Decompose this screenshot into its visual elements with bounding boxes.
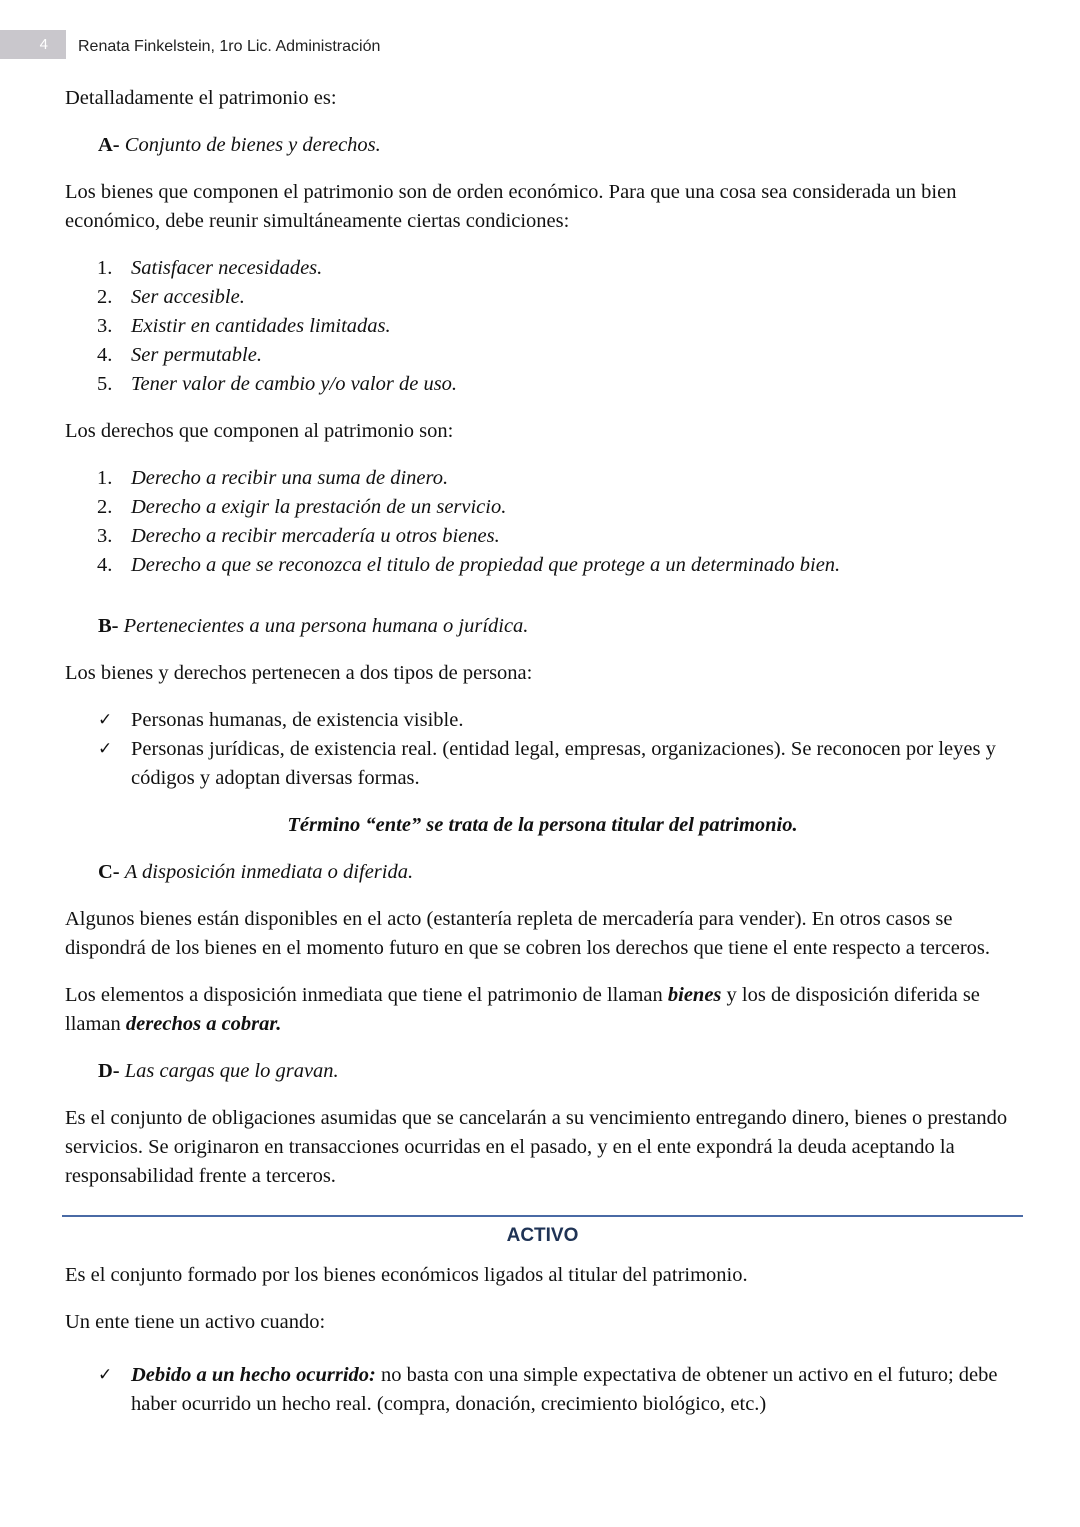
list-text: Tener valor de cambio y/o valor de uso. <box>131 373 458 395</box>
list-item <box>65 464 1020 493</box>
checkmark-icon: ✓ <box>98 739 113 759</box>
ente-note: Término “ente” se trata de la persona titular del patrimonio. <box>287 814 798 836</box>
list-item <box>65 706 1020 735</box>
list-text: Derecho a que se reconozca el titulo de propiedad que protege a un determinado bien. <box>131 554 841 576</box>
condition-label: Debido a un hecho ocurrido: <box>131 1364 376 1386</box>
section-c-letter: C- <box>98 861 120 883</box>
activo-conditions-intro: Un ente tiene un activo cuando: <box>65 1311 326 1333</box>
list-text: Derecho a recibir una suma de dinero. <box>131 467 449 489</box>
section-a-heading <box>65 131 1020 160</box>
intro-text: Detalladamente el patrimonio es: <box>65 87 337 109</box>
list-item <box>65 1361 1020 1419</box>
section-divider <box>62 1215 1023 1217</box>
section-c-heading <box>65 858 1020 887</box>
section-c-paragraph-2 <box>65 981 1020 1039</box>
list-text: Ser accesible. <box>131 286 245 308</box>
emphasis-derechos-a-cobrar: derechos a cobrar. <box>125 1013 282 1035</box>
checkmark-icon: ✓ <box>98 1365 113 1385</box>
section-d-letter: D- <box>98 1060 120 1082</box>
list-text: Personas jurídicas, de existencia real. (entidad legal, empresas, organizaciones). Se reconocen por leyes y códigos y adoptan diversas formas. <box>131 738 996 789</box>
list-item <box>65 312 1020 341</box>
activo-conditions-list <box>65 1361 1020 1419</box>
header-title: Renata Finkelstein, 1ro Lic. Administración <box>78 38 381 55</box>
activo-heading: ACTIVO <box>506 1225 579 1246</box>
page-number: 4 <box>0 30 66 59</box>
list-number: 1. <box>97 257 113 279</box>
list-number: 2. <box>97 286 113 308</box>
section-b-letter: B- <box>98 615 119 637</box>
list-text: Satisfacer necesidades. <box>131 257 323 279</box>
list-number: 1. <box>97 467 113 489</box>
rights-intro: Los derechos que componen al patrimonio son: <box>65 420 454 442</box>
conditions-list <box>65 254 1020 399</box>
person-types-list <box>65 706 1020 793</box>
page-header <box>0 30 600 59</box>
list-item <box>65 551 1020 580</box>
text-run: y los de disposición diferida se llaman <box>65 984 980 1035</box>
list-item <box>65 341 1020 370</box>
section-a-title: Conjunto de bienes y derechos. <box>124 134 381 156</box>
section-a-paragraph: Los bienes que componen el patrimonio son de orden económico. Para que una cosa sea considerada un bien económico, debe reunir simultáneamente ciertas condiciones: <box>65 181 957 232</box>
checkmark-icon: ✓ <box>98 710 113 730</box>
rights-list <box>65 464 1020 580</box>
list-number: 4. <box>97 554 113 576</box>
emphasis-bienes: bienes <box>667 984 722 1006</box>
list-text: no basta con una simple expectativa de obtener un activo en el futuro; debe haber ocurrido un hecho real. (compra, donación, crecimiento biológico, etc.) <box>131 1364 998 1415</box>
section-b-title: Pertenecientes a una persona humana o jurídica. <box>123 615 529 637</box>
list-number: 5. <box>97 373 113 395</box>
list-text: Derecho a recibir mercadería u otros bienes. <box>131 525 500 547</box>
list-item <box>65 735 1020 793</box>
section-d-heading <box>65 1057 1020 1086</box>
section-c-title: A disposición inmediata o diferida. <box>124 861 414 883</box>
spacer <box>65 598 1020 612</box>
list-number: 4. <box>97 344 113 366</box>
activo-definition: Es el conjunto formado por los bienes económicos ligados al titular del patrimonio. <box>65 1264 748 1286</box>
section-d-title: Las cargas que lo gravan. <box>124 1060 339 1082</box>
list-number: 3. <box>97 525 113 547</box>
list-item <box>65 522 1020 551</box>
section-d-paragraph: Es el conjunto de obligaciones asumidas que se cancelarán a su vencimiento entregando dinero, bienes o prestando servicios. Se originaron en transacciones ocurridas en el pasado, y en el ente expondrá la deuda aceptando la responsabilidad frente a terceros. <box>65 1107 1008 1187</box>
list-text: Derecho a exigir la prestación de un servicio. <box>131 496 507 518</box>
section-c-paragraph-1: Algunos bienes están disponibles en el acto (estantería repleta de mercadería para vender). En otros casos se dispondrá de los bienes en el momento futuro en que se cobren los derechos que tiene el ente respecto a terceros. <box>65 908 991 959</box>
section-a-letter: A- <box>98 134 120 156</box>
list-number: 2. <box>97 496 113 518</box>
document-body <box>65 84 1020 1437</box>
list-text: Personas humanas, de existencia visible. <box>131 709 464 731</box>
list-text: Ser permutable. <box>131 344 262 366</box>
list-item <box>65 493 1020 522</box>
list-item <box>65 254 1020 283</box>
section-b-heading <box>65 612 1020 641</box>
text-run: Los elementos a disposición inmediata que tiene el patrimonio de llaman <box>65 984 668 1006</box>
list-text: Existir en cantidades limitadas. <box>131 315 391 337</box>
list-item <box>65 283 1020 312</box>
section-b-paragraph: Los bienes y derechos pertenecen a dos tipos de persona: <box>65 662 533 684</box>
list-number: 3. <box>97 315 113 337</box>
list-item <box>65 370 1020 399</box>
